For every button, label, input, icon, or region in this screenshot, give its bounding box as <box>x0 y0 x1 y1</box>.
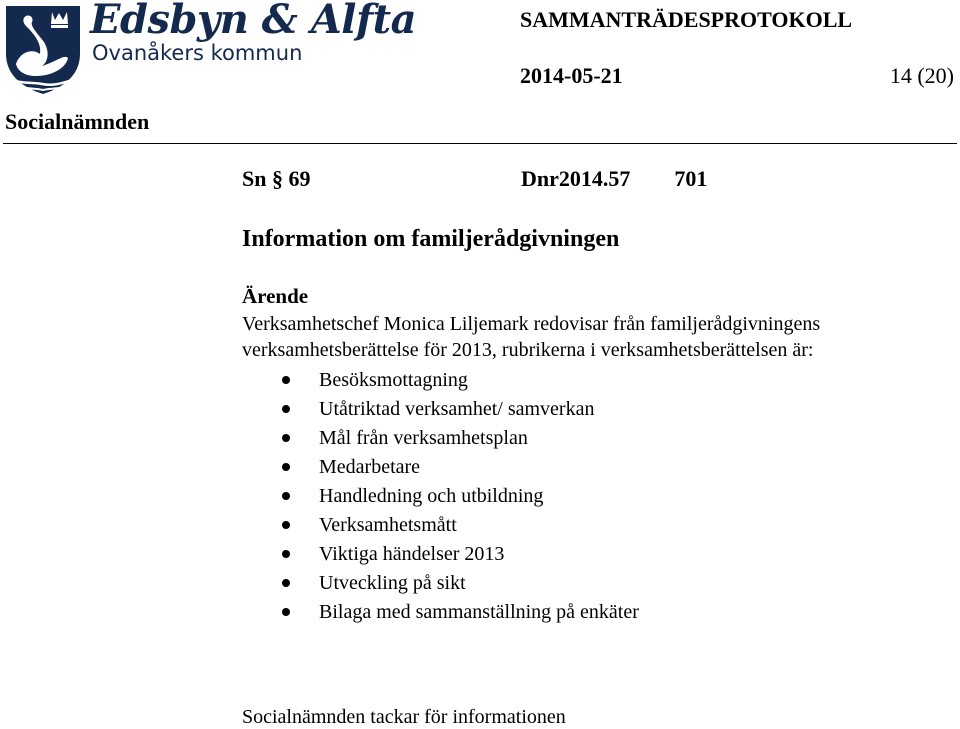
list-item-label: Handledning och utbildning <box>319 485 544 507</box>
topic-list <box>242 367 639 628</box>
bullet-icon <box>282 492 290 500</box>
intro-line: verksamhetsberättelse för 2013, rubrikerna i verksamhetsberättelsen är: <box>242 339 814 361</box>
bullet-icon <box>282 608 290 616</box>
list-item-label: Utveckling på sikt <box>319 572 466 594</box>
list-item <box>242 454 639 483</box>
list-item <box>242 541 639 570</box>
list-item <box>242 599 639 628</box>
list-item <box>242 367 639 396</box>
paragraph-number: Sn § 69 <box>242 166 311 191</box>
list-item <box>242 425 639 454</box>
list-item-label: Viktiga händelser 2013 <box>319 543 505 565</box>
bullet-icon <box>282 405 290 413</box>
bullet-icon <box>282 376 290 384</box>
list-item <box>242 396 639 425</box>
list-item-label: Besöksmottagning <box>319 369 468 391</box>
bullet-icon <box>282 434 290 442</box>
bullet-icon <box>282 463 290 471</box>
document-type: SAMMANTRÄDESPROTOKOLL <box>520 7 853 32</box>
municipality-crest-logo <box>2 2 84 96</box>
page-number: 14 (20) <box>889 63 954 88</box>
diary-number: Dnr2014.57 701 <box>521 166 708 191</box>
item-title: Information om familjerådgivningen <box>242 226 620 252</box>
intro-line: Verksamhetschef Monica Liljemark redovisar från familjerådgivningens <box>242 313 821 335</box>
list-item <box>242 570 639 599</box>
list-item <box>242 483 639 512</box>
committee-name: Socialnämnden <box>5 109 150 134</box>
bullet-icon <box>282 579 290 587</box>
item-subheading: Ärende <box>242 284 309 308</box>
list-item-label: Bilaga med sammanställning på enkäter <box>319 601 639 623</box>
logo-subtitle: Ovanåkers kommun <box>92 41 303 65</box>
list-item-label: Mål från verksamhetsplan <box>319 427 528 449</box>
bullet-icon <box>282 550 290 558</box>
meeting-date: 2014-05-21 <box>520 63 623 88</box>
list-item-label: Utåtriktad verksamhet/ samverkan <box>319 398 595 420</box>
list-item-label: Verksamhetsmått <box>319 514 457 536</box>
bullet-icon <box>282 521 290 529</box>
logo-name: Edsbyn & Alfta <box>90 0 417 43</box>
header-divider <box>3 143 957 144</box>
closing-statement: Socialnämnden tackar för informationen <box>242 706 566 728</box>
item-intro <box>242 311 942 363</box>
list-item <box>242 512 639 541</box>
list-item-label: Medarbetare <box>319 456 421 478</box>
